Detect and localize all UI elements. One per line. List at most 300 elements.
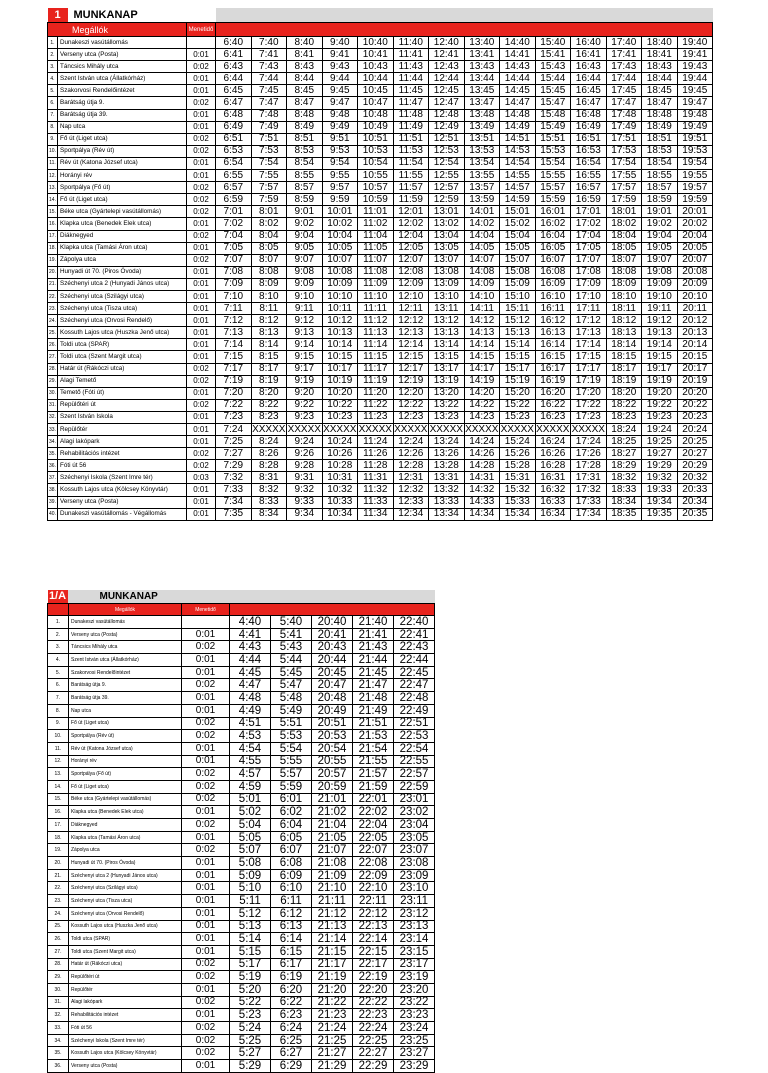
departure-time: 19:23 <box>642 411 678 423</box>
departure-time: 8:59 <box>287 194 323 206</box>
departure-time: 8:47 <box>287 97 323 109</box>
stop-name: Dunakeszi vasútállomás <box>69 616 182 629</box>
departure-time: 13:02 <box>429 218 465 230</box>
table-row <box>48 958 435 971</box>
departure-time: 8:01 <box>251 206 287 218</box>
departure-time: 21:20 <box>312 983 353 996</box>
table-row <box>48 768 435 781</box>
travel-time: 0:02 <box>187 206 216 218</box>
departure-time: 4:47 <box>230 679 271 692</box>
stop-name: Diáknegyed <box>69 819 182 832</box>
departure-time: 9:22 <box>287 399 323 411</box>
table-row <box>48 717 435 730</box>
departure-time: 16:47 <box>571 97 607 109</box>
table-row <box>48 448 713 460</box>
row-number: 10. <box>48 730 69 743</box>
table-row <box>48 230 713 242</box>
stop-name: Klapka utca (Tamási Áron utca) <box>58 242 187 254</box>
departure-time: 13:07 <box>429 254 465 266</box>
travel-time: 0:03 <box>187 472 216 484</box>
departure-time: 4:57 <box>230 768 271 781</box>
departure-time: 11:32 <box>358 484 394 496</box>
stop-name: Szent István Iskola <box>58 411 187 423</box>
departure-time: 5:20 <box>230 983 271 996</box>
departure-time: 14:28 <box>464 460 500 472</box>
table-row <box>48 85 713 97</box>
stop-name: Hunyadi út 70. (Piros Óvoda) <box>69 857 182 870</box>
departure-time: 14:34 <box>464 508 500 520</box>
departure-time: 22:48 <box>394 692 435 705</box>
departure-time: 15:40 <box>535 37 571 49</box>
departure-time: 18:01 <box>606 206 642 218</box>
table-row <box>48 97 713 109</box>
route-badge: 1/A <box>48 590 67 602</box>
departure-time: 11:23 <box>358 411 394 423</box>
departure-time: 23:24 <box>394 1022 435 1035</box>
row-number: 3. <box>48 641 69 654</box>
departure-time: 14:19 <box>464 375 500 387</box>
departure-time: 8:10 <box>251 290 287 302</box>
departure-time: 5:44 <box>271 654 312 667</box>
departure-time: 16:32 <box>535 484 571 496</box>
departure-time: 11:31 <box>358 472 394 484</box>
table-row <box>48 375 713 387</box>
table-row <box>48 983 435 996</box>
departure-time: 14:51 <box>500 133 536 145</box>
departure-time: 12:08 <box>393 266 429 278</box>
departure-time: 6:53 <box>216 145 252 157</box>
departure-time: 11:49 <box>393 121 429 133</box>
departure-time: 7:29 <box>216 460 252 472</box>
departure-time: 9:20 <box>287 387 323 399</box>
departure-time: 20:05 <box>677 242 713 254</box>
travel-time: 0:01 <box>187 303 216 315</box>
departure-time: 16:28 <box>535 460 571 472</box>
departure-time: 8:13 <box>251 327 287 339</box>
departure-time: 14:59 <box>500 194 536 206</box>
departure-time: 21:59 <box>353 780 394 793</box>
departure-time: 8:40 <box>287 37 323 49</box>
departure-time: 15:57 <box>535 182 571 194</box>
departure-time: 21:57 <box>353 768 394 781</box>
departure-time: XXXXX <box>536 423 570 435</box>
departure-time: 10:55 <box>358 170 394 182</box>
departure-time: 15:02 <box>500 218 536 230</box>
departure-time: 6:09 <box>271 869 312 882</box>
travel-time: 0:02 <box>187 182 216 194</box>
travel-time: 0:02 <box>187 375 216 387</box>
departure-time: 8:43 <box>287 61 323 73</box>
departure-time: 16:05 <box>535 242 571 254</box>
departure-time: 8:14 <box>251 339 287 351</box>
departure-time: 7:14 <box>216 339 252 351</box>
departure-time: 15:01 <box>500 206 536 218</box>
departure-time: 19:59 <box>677 194 713 206</box>
departure-time: 22:41 <box>394 628 435 641</box>
row-number: 31. <box>48 996 69 1009</box>
departure-time: 18:02 <box>606 218 642 230</box>
travel-time: 0:01 <box>182 704 230 717</box>
departure-time: 5:55 <box>271 755 312 768</box>
departure-time: 18:47 <box>642 97 678 109</box>
departure-time: 21:13 <box>312 920 353 933</box>
departure-time: 9:33 <box>287 496 323 508</box>
departure-time: 7:05 <box>216 242 252 254</box>
departure-time: 10:15 <box>322 351 358 363</box>
departure-time: 15:32 <box>500 484 536 496</box>
departure-time: 20:45 <box>312 666 353 679</box>
departure-time: 22:11 <box>353 895 394 908</box>
departure-time: 18:41 <box>642 49 678 61</box>
departure-time: 13:20 <box>429 387 465 399</box>
departure-time: 6:04 <box>271 819 312 832</box>
departure-time: 12:34 <box>393 508 429 520</box>
departure-time: 10:24 <box>322 436 358 448</box>
departure-time: 20:20 <box>677 387 713 399</box>
departure-time: 11:26 <box>358 448 394 460</box>
departure-time: 23:20 <box>394 983 435 996</box>
row-number: 24. <box>48 315 58 327</box>
departure-time: 13:24 <box>429 436 465 448</box>
stop-name: Dunakeszi vasútállomás <box>58 37 187 49</box>
departure-time: 20:10 <box>677 290 713 302</box>
departure-time: 5:01 <box>230 793 271 806</box>
departure-time: 8:53 <box>287 145 323 157</box>
timetable-route-1a <box>47 590 435 1073</box>
departure-time: 12:11 <box>393 303 429 315</box>
departure-time: 14:48 <box>500 109 536 121</box>
departure-time: 18:09 <box>606 278 642 290</box>
departure-time: 21:22 <box>312 996 353 1009</box>
departure-time: 23:29 <box>394 1060 435 1073</box>
departure-time: 6:40 <box>216 37 252 49</box>
departure-time: 12:57 <box>429 182 465 194</box>
departure-time: 13:53 <box>464 145 500 157</box>
departure-time: 4:54 <box>230 742 271 755</box>
travel-time: 0:02 <box>182 1034 230 1047</box>
row-number: 34. <box>48 1034 69 1047</box>
departure-time: 22:13 <box>353 920 394 933</box>
departure-time: 16:40 <box>571 37 607 49</box>
departure-time: 6:55 <box>216 170 252 182</box>
departure-time: 18:25 <box>606 436 642 448</box>
departure-time: 6:17 <box>271 958 312 971</box>
departure-time: 10:40 <box>358 37 394 49</box>
row-number: 4. <box>48 654 69 667</box>
row-number: 26. <box>48 933 69 946</box>
stop-name: Toldi utca (SPAR) <box>69 933 182 946</box>
departure-time: 6:47 <box>216 97 252 109</box>
departure-time: 15:19 <box>500 375 536 387</box>
travel-time: 0:01 <box>182 945 230 958</box>
table-row <box>48 315 713 327</box>
departure-time: 14:32 <box>464 484 500 496</box>
travel-time: 0:01 <box>182 907 230 920</box>
departure-time: 9:15 <box>287 351 323 363</box>
table-row <box>48 109 713 121</box>
departure-time: 15:05 <box>500 242 536 254</box>
departure-time: 5:45 <box>271 666 312 679</box>
departure-time: 4:53 <box>230 730 271 743</box>
stops-header: Megállók <box>69 604 182 616</box>
departure-time: 11:13 <box>358 327 394 339</box>
table-row <box>48 654 435 667</box>
departure-time: 10:12 <box>322 315 358 327</box>
table-row <box>48 730 435 743</box>
departure-time: 13:15 <box>429 351 465 363</box>
departure-time: 17:53 <box>606 145 642 157</box>
row-number: 30. <box>48 983 69 996</box>
departure-time: 5:02 <box>230 806 271 819</box>
row-number: 34. <box>48 436 58 448</box>
row-number: 26. <box>48 339 58 351</box>
departure-time: 10:53 <box>358 145 394 157</box>
travel-time: 0:01 <box>182 933 230 946</box>
table-row <box>48 218 713 230</box>
departure-time: 10:28 <box>322 460 358 472</box>
stop-name: Horányi rév <box>69 755 182 768</box>
table-row <box>48 666 435 679</box>
row-number: 16. <box>48 806 69 819</box>
stop-name: Fő út (Liget utca) <box>58 194 187 206</box>
departure-time: 13:44 <box>464 73 500 85</box>
travel-time <box>187 37 216 49</box>
departure-time: 15:07 <box>500 254 536 266</box>
departure-time: 17:02 <box>571 218 607 230</box>
departure-time: 22:55 <box>394 755 435 768</box>
departure-time: XXXXX <box>358 423 392 435</box>
departure-time: 9:54 <box>322 157 358 169</box>
departure-time: 20:41 <box>312 628 353 641</box>
row-number: 21. <box>48 278 58 290</box>
row-number: 18. <box>48 242 58 254</box>
row-number: 23. <box>48 303 58 315</box>
departure-time: 15:26 <box>500 448 536 460</box>
departures-header <box>216 23 713 37</box>
stop-name: Rehabilitációs intézet <box>58 448 187 460</box>
departure-time: 7:25 <box>216 436 252 448</box>
departure-time: 23:15 <box>394 945 435 958</box>
departure-time: 11:07 <box>358 254 394 266</box>
departure-time: 10:47 <box>358 97 394 109</box>
stop-name: Repülőtér <box>69 983 182 996</box>
departure-time: 5:53 <box>271 730 312 743</box>
row-number: 20. <box>48 266 58 278</box>
departure-time: 8:23 <box>251 411 287 423</box>
departure-time: 4:41 <box>230 628 271 641</box>
stop-name: Szent István utca (Állatkórház) <box>69 654 182 667</box>
departure-time: 17:24 <box>571 436 607 448</box>
departure-time: 9:53 <box>322 145 358 157</box>
stop-name: Fóti út 56 <box>58 460 187 472</box>
travel-time: 0:01 <box>187 315 216 327</box>
departure-time: 5:10 <box>230 882 271 895</box>
stop-name: Széchenyi utca (Orvosi Rendelő) <box>69 907 182 920</box>
departure-time: 7:23 <box>216 411 252 423</box>
departure-time: 9:24 <box>287 436 323 448</box>
stops-header: Megállók <box>48 23 187 37</box>
departure-time: 9:23 <box>287 411 323 423</box>
departure-time: 16:13 <box>535 327 571 339</box>
table-row <box>48 290 713 302</box>
departure-time: 16:09 <box>535 278 571 290</box>
departure-time: 20:57 <box>312 768 353 781</box>
departure-time: 20:54 <box>312 742 353 755</box>
departure-time: 22:53 <box>394 730 435 743</box>
table-row <box>48 1034 435 1047</box>
table-row <box>48 831 435 844</box>
travel-time: 0:02 <box>182 780 230 793</box>
departure-time: 21:10 <box>312 882 353 895</box>
travel-time: 0:01 <box>187 496 216 508</box>
travel-time: 0:02 <box>182 717 230 730</box>
stop-name: Határ út (Rákóczi utca) <box>58 363 187 375</box>
departure-time: 15:34 <box>500 508 536 520</box>
departure-time: 10:41 <box>358 49 394 61</box>
departure-time: 20:53 <box>312 730 353 743</box>
departure-time: 15:54 <box>535 157 571 169</box>
travel-time: 0:02 <box>187 230 216 242</box>
departure-time: 11:14 <box>358 339 394 351</box>
departure-time: 14:01 <box>464 206 500 218</box>
stop-name: Szakorvosi Rendelőintézet <box>58 85 187 97</box>
departure-time: 8:26 <box>251 448 287 460</box>
departure-time: 17:34 <box>571 508 607 520</box>
travel-time: 0:01 <box>187 411 216 423</box>
departure-time: 22:45 <box>394 666 435 679</box>
departure-time: 20:32 <box>677 472 713 484</box>
departure-time: 13:45 <box>464 85 500 97</box>
departure-time: 21:53 <box>353 730 394 743</box>
departure-time: 6:49 <box>216 121 252 133</box>
departure-time: 11:20 <box>358 387 394 399</box>
row-number: 15. <box>48 206 58 218</box>
departure-time: 16:57 <box>571 182 607 194</box>
departure-time: 20:51 <box>312 717 353 730</box>
departure-time: 14:53 <box>500 145 536 157</box>
stop-name: Repülőtér <box>58 424 187 436</box>
stop-name: Béke utca (Gyártelepi vasútállomás) <box>69 793 182 806</box>
departure-time: 20:27 <box>677 448 713 460</box>
row-number: 5. <box>48 666 69 679</box>
stop-name: Kossuth Lajos utca (Kölcsey Könyvtár) <box>69 1047 182 1060</box>
departure-time: 7:41 <box>251 49 287 61</box>
table-row <box>48 194 713 206</box>
departure-time: 23:17 <box>394 958 435 971</box>
table-row <box>48 1060 435 1073</box>
departure-time: 21:08 <box>312 857 353 870</box>
departure-time: 10:07 <box>322 254 358 266</box>
departure-time: 11:10 <box>358 290 394 302</box>
travel-time: 0:01 <box>187 484 216 496</box>
departure-time: 22:43 <box>394 641 435 654</box>
stop-name: Zápolya utca <box>58 254 187 266</box>
row-number: 38. <box>48 484 58 496</box>
table-row <box>48 806 435 819</box>
departure-time: 16:07 <box>535 254 571 266</box>
row-number: 6. <box>48 97 58 109</box>
departure-time: 4:44 <box>230 654 271 667</box>
departure-time: 15:33 <box>500 496 536 508</box>
departure-time: 14:08 <box>464 266 500 278</box>
departure-time: 15:09 <box>500 278 536 290</box>
travel-time <box>182 616 230 629</box>
departure-time: 14:40 <box>500 37 536 49</box>
departure-time: 9:28 <box>287 460 323 472</box>
departure-time: 19:02 <box>642 218 678 230</box>
departure-time: 19:25 <box>642 436 678 448</box>
table-row <box>48 496 713 508</box>
departure-time: 20:15 <box>677 351 713 363</box>
table-row <box>48 49 713 61</box>
row-number: 29. <box>48 375 58 387</box>
departure-time: 15:41 <box>535 49 571 61</box>
departure-time: 20:23 <box>677 411 713 423</box>
departure-time: 14:31 <box>464 472 500 484</box>
row-number: 1. <box>48 616 69 629</box>
departure-time: 17:07 <box>571 254 607 266</box>
departure-time: 10:13 <box>322 327 358 339</box>
departure-time: 23:01 <box>394 793 435 806</box>
departure-time: 12:19 <box>393 375 429 387</box>
departure-time: 4:49 <box>230 704 271 717</box>
departure-time: 22:17 <box>353 958 394 971</box>
row-number: 27. <box>48 945 69 958</box>
row-number: 13. <box>48 182 58 194</box>
departure-time: 15:28 <box>500 460 536 472</box>
departure-time: 14:12 <box>464 315 500 327</box>
departure-time: 17:28 <box>571 460 607 472</box>
row-number: 33. <box>48 424 58 436</box>
departure-time: 22:47 <box>394 679 435 692</box>
departure-time: 12:15 <box>393 351 429 363</box>
departure-time: 16:04 <box>535 230 571 242</box>
departure-time: 20:08 <box>677 266 713 278</box>
stop-name: Kossuth Lajos utca (Huszka Jenő utca) <box>58 327 187 339</box>
departure-time: 16:45 <box>571 85 607 97</box>
departure-time: 14:33 <box>464 496 500 508</box>
departure-time: 17:49 <box>606 121 642 133</box>
departure-time: 15:10 <box>500 290 536 302</box>
departure-time: 12:31 <box>393 472 429 484</box>
departure-time: 20:29 <box>677 460 713 472</box>
departure-time: 14:24 <box>464 436 500 448</box>
departure-time: 16:08 <box>535 266 571 278</box>
travel-time: 0:01 <box>187 266 216 278</box>
departure-time: 22:25 <box>353 1034 394 1047</box>
travel-time: 0:01 <box>182 882 230 895</box>
departure-time: 22:09 <box>353 869 394 882</box>
departure-time: 21:41 <box>353 628 394 641</box>
departure-time: 18:05 <box>606 242 642 254</box>
departure-time: 12:10 <box>393 290 429 302</box>
departure-time: 16:11 <box>535 303 571 315</box>
departure-time: 11:34 <box>358 508 394 520</box>
stop-name: Repülőtéri út <box>69 971 182 984</box>
departure-time: 21:04 <box>312 819 353 832</box>
departure-time: 8:19 <box>251 375 287 387</box>
travel-time: 0:01 <box>182 831 230 844</box>
departure-time: 5:19 <box>230 971 271 984</box>
stop-name: Hunyadi út 70. (Piros Óvoda) <box>58 266 187 278</box>
stop-name: Szent István utca (Állatkórház) <box>58 73 187 85</box>
title-gray-band <box>216 8 713 23</box>
departure-time: 7:33 <box>216 484 252 496</box>
departure-time: 18:43 <box>642 61 678 73</box>
departure-time: 10:51 <box>358 133 394 145</box>
departure-time: 22:54 <box>394 742 435 755</box>
departure-time: 19:17 <box>642 363 678 375</box>
